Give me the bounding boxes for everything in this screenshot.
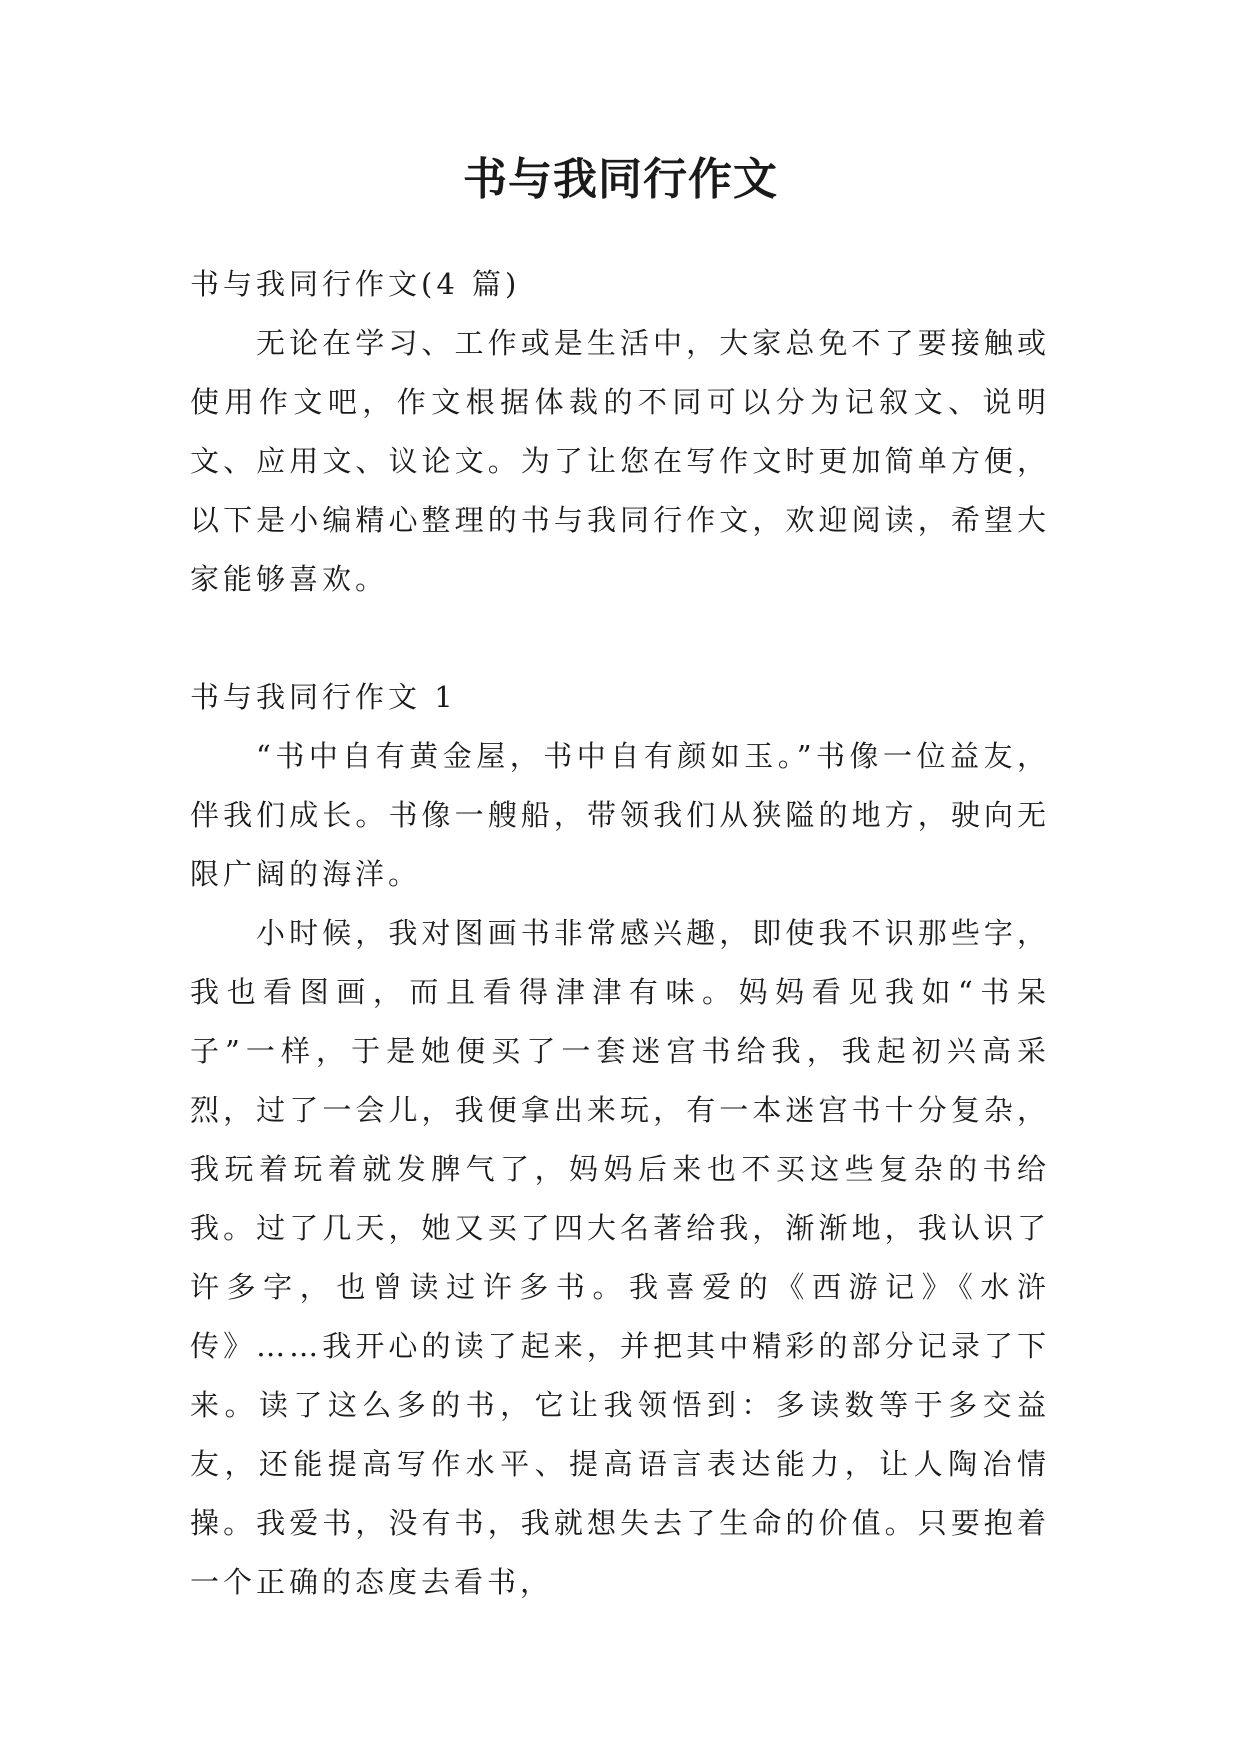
collection-subtitle: 书与我同行作文(4 篇) (190, 267, 521, 301)
intro-paragraph: 无论在学习、工作或是生活中，大家总免不了要接触或使用作文吧，作文根据体裁的不同可以分为记叙文、说明文、应用文、议论文。为了让您在写作文时更加简单方便，以下是小编精心整理的书与我同行作文，欢迎阅读，希望大家能够喜欢。 (190, 326, 1050, 596)
document-title: 书与我同行作文 (463, 154, 778, 205)
document-body (190, 255, 1050, 1612)
essay-heading: 书与我同行作文 1 (190, 680, 457, 714)
essay-paragraph: “书中自有黄金屋，书中自有颜如玉。”书像一位益友，伴我们成长。书像一艘船，带领我们从狭隘的地方，驶向无限广阔的海洋。 (190, 739, 1050, 891)
section-gap (190, 609, 1050, 668)
essay-paragraph: 小时候，我对图画书非常感兴趣，即使我不识那些字，我也看图画，而且看得津津有味。妈妈看见我如“书呆子”一样，于是她便买了一套迷宫书给我，我起初兴高采烈，过了一会儿，我便拿出来玩，有一本迷宫书十分复杂，我玩着玩着就发脾气了，妈妈后来也不买这些复杂的书给我。过了几天，她又买了四大名著给我，渐渐地，我认识了许多字，也曾读过许多书。我喜爱的《西游记》《水浒传》……我开心的读了起来，并把其中精彩的部分记录了下来。读了这么多的书，它让我领悟到：多读数等于多交益友，还能提高写作水平、提高语言表达能力，让人陶冶情操。我爱书，没有书，我就想失去了生命的价值。只要抱着一个正确的态度去看书， (190, 916, 1050, 1599)
